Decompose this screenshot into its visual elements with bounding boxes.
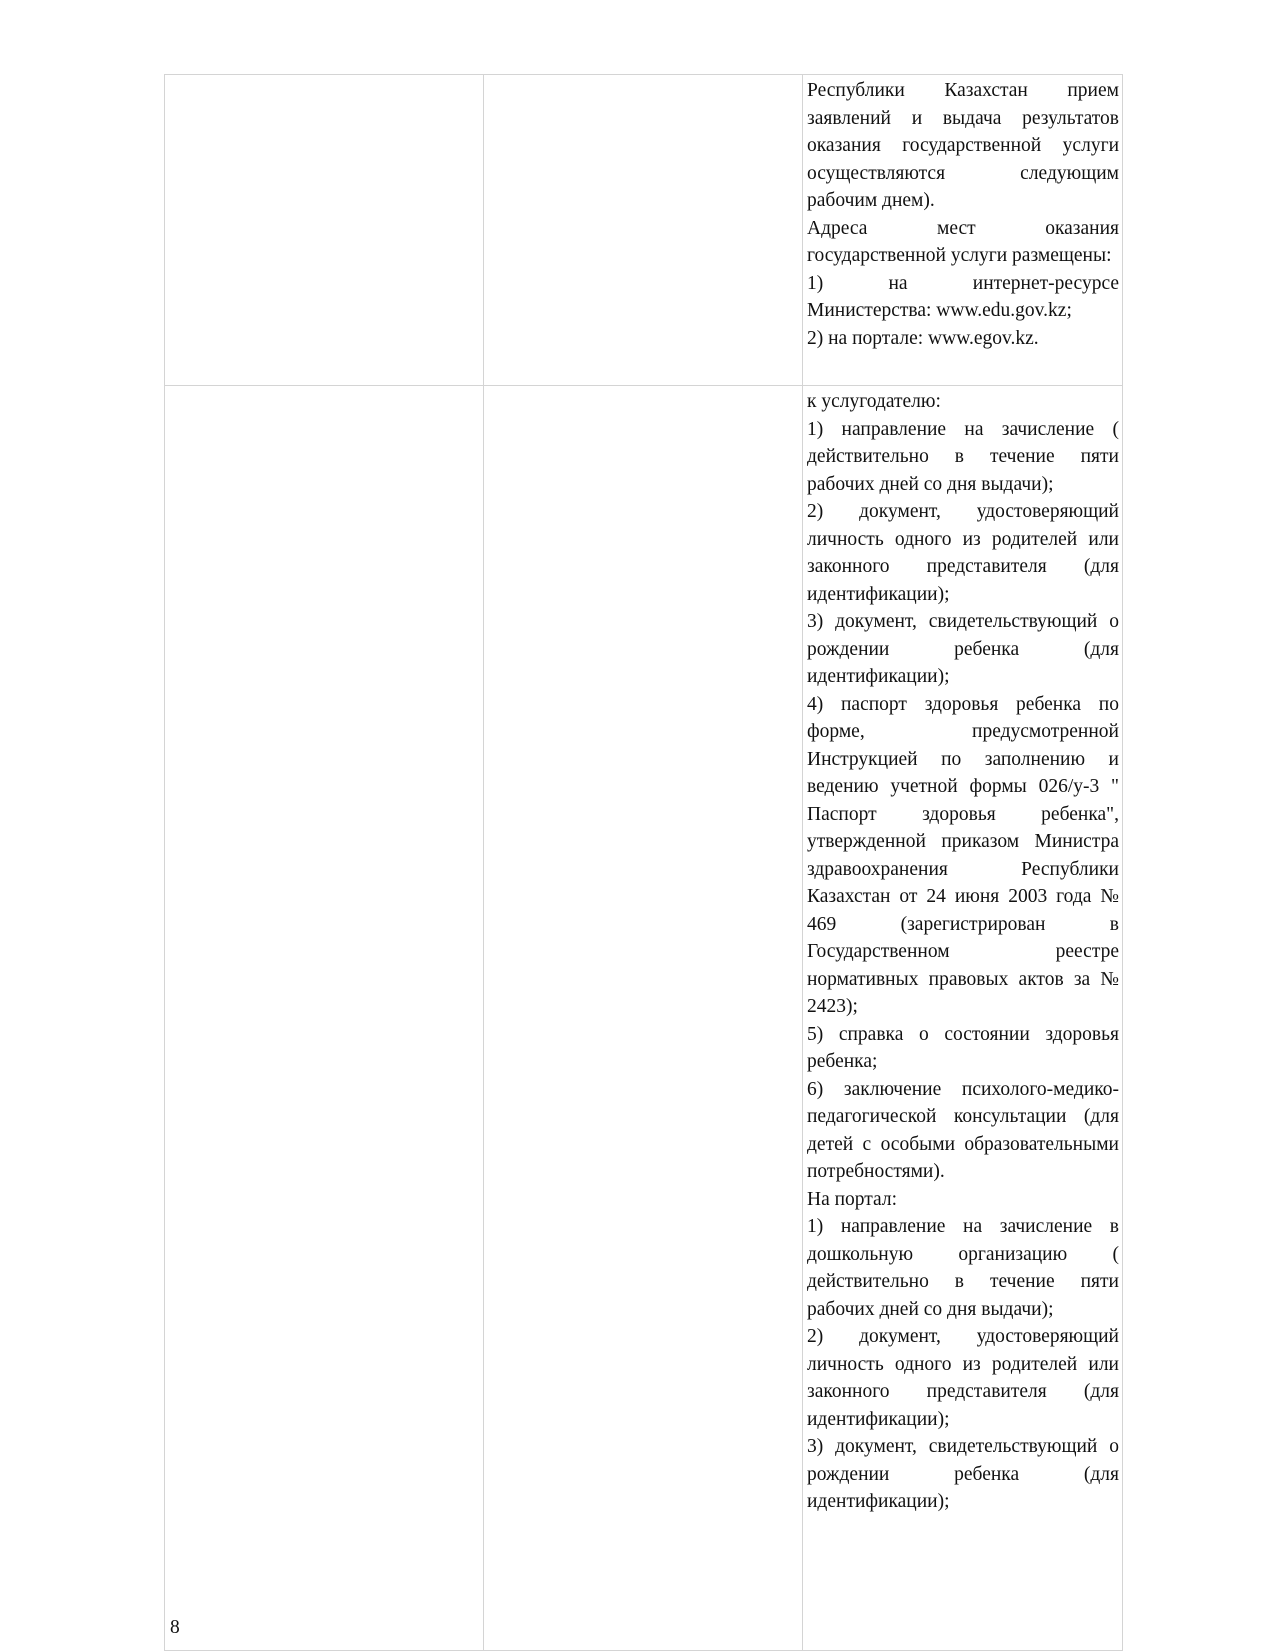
paragraph: 2) документ, удостоверяющий личность одного из родителей или законного представителя (для идентификации);: [807, 501, 1119, 605]
paragraph: 2) документ, удостоверяющий личность одного из родителей или законного представителя (для идентификации);: [807, 1326, 1119, 1430]
table-row: [165, 75, 1123, 386]
description-cell: [803, 386, 1123, 1651]
paragraph: 3) документ, свидетельствующий о рождении ребенка (для идентификации);: [807, 1436, 1119, 1512]
services-table: [164, 74, 1123, 1651]
paragraph: 1) направление на зачисление ( действительно в течение пяти рабочих дней со дня выдачи);: [807, 418, 1119, 495]
paragraph: 1) на интернет-ресурсе Министерства: www.edu.gov.kz;: [807, 272, 1119, 321]
description-cell: [803, 75, 1123, 386]
number-cell: [165, 386, 484, 1651]
paragraph: 6) заключение психолого-медико-педагогической консультации (для детей с особыми образовательными потребностями).: [807, 1078, 1119, 1182]
paragraph: Адреса мест оказания государственной услуги размещены:: [807, 217, 1119, 266]
paragraph: 3) документ, свидетельствующий о рождении ребенка (для идентификации);: [807, 611, 1119, 687]
row-number: 8: [170, 1617, 180, 1638]
paragraph: 2) на портале: www.egov.kz.: [807, 327, 1039, 349]
paragraph: 4) паспорт здоровья ребенка по форме, предусмотренной Инструкцией по заполнению и ведению учетной формы 026/у-3 " Паспорт здоровья ребенка", утвержденной приказом Министра здравоохранения Республики Казахстан от 24 июня 2003 года № 469 (зарегистрирован в Государственном реестре нормативных правовых актов за № 2423);: [807, 693, 1119, 1017]
empty-cell: [165, 75, 484, 386]
paragraph: 5) справка о состоянии здоровья ребенка;: [807, 1023, 1119, 1072]
empty-cell: [484, 75, 803, 386]
paragraph: к услугодателю:: [807, 391, 941, 412]
paragraph: 1) направление на зачисление в дошкольную организацию ( действительно в течение пяти рабочих дней со дня выдачи);: [807, 1216, 1119, 1320]
table-row: [165, 386, 1123, 1651]
paragraph: Республики Казахстан прием заявлений и выдача результатов оказания государственной услуги осуществляются следующим рабочим днем).: [807, 80, 1119, 211]
empty-cell: [484, 386, 803, 1651]
paragraph: На портал:: [807, 1188, 898, 1210]
